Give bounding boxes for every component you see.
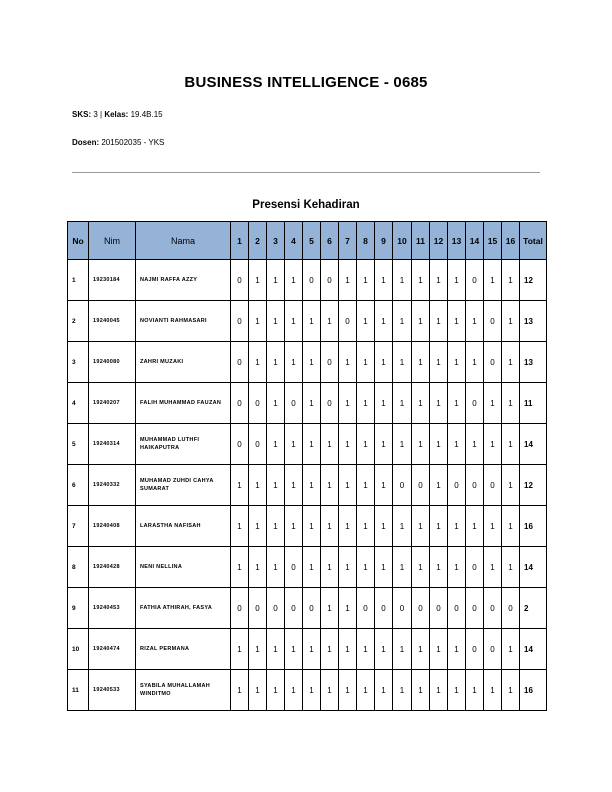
- attendance-cell: 1: [375, 424, 393, 465]
- row-number-cell: 10: [68, 629, 89, 670]
- attendance-cell: 1: [502, 301, 520, 342]
- nim-cell: 19240428: [89, 547, 136, 588]
- attendance-cell: 1: [448, 547, 466, 588]
- attendance-cell: 1: [249, 506, 267, 547]
- attendance-cell: 1: [375, 342, 393, 383]
- total-cell: 11: [520, 383, 547, 424]
- attendance-cell: 1: [448, 629, 466, 670]
- attendance-cell: 1: [484, 670, 502, 711]
- nim-cell: 19240080: [89, 342, 136, 383]
- attendance-cell: 1: [285, 629, 303, 670]
- attendance-cell: 1: [249, 629, 267, 670]
- attendance-cell: 1: [285, 301, 303, 342]
- attendance-cell: 1: [249, 465, 267, 506]
- column-header: 6: [321, 222, 339, 260]
- attendance-cell: 0: [466, 588, 484, 629]
- attendance-cell: 1: [484, 260, 502, 301]
- attendance-cell: 1: [231, 670, 249, 711]
- dosen-label: Dosen:: [72, 138, 100, 147]
- attendance-cell: 1: [249, 670, 267, 711]
- column-header: 15: [484, 222, 502, 260]
- attendance-cell: 1: [231, 506, 249, 547]
- row-number-cell: 7: [68, 506, 89, 547]
- attendance-cell: 1: [430, 547, 448, 588]
- attendance-cell: 0: [393, 465, 412, 506]
- column-header: 5: [303, 222, 321, 260]
- name-cell: ZAHRI MUZAKI: [136, 342, 231, 383]
- attendance-cell: 1: [339, 506, 357, 547]
- kelas-value: 19.4B.15: [128, 110, 163, 119]
- total-cell: 14: [520, 629, 547, 670]
- attendance-cell: 1: [339, 670, 357, 711]
- row-number-cell: 1: [68, 260, 89, 301]
- attendance-cell: 0: [448, 588, 466, 629]
- attendance-cell: 1: [393, 260, 412, 301]
- column-header: 16: [502, 222, 520, 260]
- attendance-cell: 1: [448, 506, 466, 547]
- attendance-cell: 1: [339, 588, 357, 629]
- attendance-cell: 1: [321, 547, 339, 588]
- attendance-cell: 1: [430, 260, 448, 301]
- attendance-cell: 0: [321, 260, 339, 301]
- attendance-cell: 1: [393, 670, 412, 711]
- attendance-cell: 0: [231, 424, 249, 465]
- attendance-cell: 1: [321, 506, 339, 547]
- attendance-cell: 1: [231, 547, 249, 588]
- column-header: 13: [448, 222, 466, 260]
- attendance-cell: 0: [412, 588, 430, 629]
- attendance-cell: 1: [412, 629, 430, 670]
- column-header: 8: [357, 222, 375, 260]
- attendance-cell: 1: [285, 465, 303, 506]
- attendance-cell: 1: [375, 301, 393, 342]
- sks-label: SKS:: [72, 110, 92, 119]
- sks-value: 3 |: [91, 110, 105, 119]
- attendance-cell: 0: [339, 301, 357, 342]
- attendance-cell: 1: [393, 506, 412, 547]
- attendance-cell: 1: [466, 301, 484, 342]
- attendance-cell: 1: [285, 670, 303, 711]
- attendance-cell: 1: [357, 424, 375, 465]
- table-row: [68, 301, 547, 342]
- attendance-cell: 1: [357, 629, 375, 670]
- attendance-cell: 0: [484, 465, 502, 506]
- attendance-cell: 1: [502, 547, 520, 588]
- attendance-cell: 0: [285, 547, 303, 588]
- name-cell: MUHAMAD ZUHDI CAHYA SUMARAT: [136, 465, 231, 506]
- attendance-cell: 1: [466, 670, 484, 711]
- attendance-cell: 0: [267, 588, 285, 629]
- attendance-cell: 1: [267, 547, 285, 588]
- attendance-cell: 1: [249, 301, 267, 342]
- name-cell: SYABILA MUHALLAMAH WINDITMO: [136, 670, 231, 711]
- table-title: Presensi Kehadiran: [252, 199, 360, 211]
- attendance-cell: 1: [339, 629, 357, 670]
- attendance-cell: 1: [303, 342, 321, 383]
- attendance-cell: 0: [321, 383, 339, 424]
- column-header: Nim: [89, 222, 136, 260]
- name-cell: FATHIA ATHIRAH, FASYA: [136, 588, 231, 629]
- total-cell: 14: [520, 547, 547, 588]
- attendance-cell: 1: [357, 465, 375, 506]
- attendance-cell: 1: [484, 383, 502, 424]
- attendance-cell: 1: [502, 383, 520, 424]
- attendance-cell: 0: [466, 629, 484, 670]
- attendance-cell: 1: [393, 424, 412, 465]
- attendance-cell: 1: [448, 424, 466, 465]
- document-title: BUSINESS INTELLIGENCE - 0685: [184, 74, 428, 91]
- attendance-cell: 1: [339, 547, 357, 588]
- attendance-cell: 1: [249, 342, 267, 383]
- attendance-cell: 1: [303, 383, 321, 424]
- attendance-cell: 1: [303, 424, 321, 465]
- attendance-cell: 1: [430, 301, 448, 342]
- attendance-cell: 1: [430, 424, 448, 465]
- attendance-cell: 1: [339, 260, 357, 301]
- attendance-cell: 1: [375, 547, 393, 588]
- attendance-cell: 1: [393, 547, 412, 588]
- column-header: No: [68, 222, 89, 260]
- total-cell: 13: [520, 301, 547, 342]
- attendance-cell: 1: [321, 424, 339, 465]
- dosen-value: 201502035 - YKS: [99, 138, 165, 147]
- attendance-table: [67, 221, 547, 711]
- attendance-cell: 0: [484, 301, 502, 342]
- attendance-cell: 0: [466, 260, 484, 301]
- lecturer-meta: [72, 138, 164, 147]
- attendance-cell: 1: [357, 260, 375, 301]
- attendance-cell: 1: [484, 547, 502, 588]
- table-row: [68, 465, 547, 506]
- table-row: [68, 424, 547, 465]
- row-number-cell: 9: [68, 588, 89, 629]
- attendance-cell: 1: [357, 301, 375, 342]
- attendance-cell: 1: [339, 342, 357, 383]
- attendance-cell: 1: [303, 301, 321, 342]
- attendance-cell: 1: [502, 260, 520, 301]
- attendance-cell: 1: [448, 301, 466, 342]
- attendance-cell: 1: [321, 588, 339, 629]
- attendance-cell: 0: [231, 588, 249, 629]
- nim-cell: 19240408: [89, 506, 136, 547]
- column-header: Nama: [136, 222, 231, 260]
- attendance-cell: 0: [321, 342, 339, 383]
- attendance-cell: 1: [430, 670, 448, 711]
- table-header-row: [68, 222, 547, 260]
- table-row: [68, 506, 547, 547]
- attendance-cell: 0: [502, 588, 520, 629]
- attendance-cell: 1: [448, 342, 466, 383]
- column-header: 11: [412, 222, 430, 260]
- attendance-cell: 1: [412, 506, 430, 547]
- attendance-cell: 1: [267, 670, 285, 711]
- attendance-cell: 1: [393, 301, 412, 342]
- attendance-cell: 1: [430, 465, 448, 506]
- attendance-cell: 0: [484, 588, 502, 629]
- table-row: [68, 629, 547, 670]
- attendance-cell: 1: [357, 342, 375, 383]
- total-cell: 16: [520, 506, 547, 547]
- attendance-cell: 1: [430, 383, 448, 424]
- row-number-cell: 5: [68, 424, 89, 465]
- attendance-cell: 1: [502, 670, 520, 711]
- attendance-cell: 0: [303, 260, 321, 301]
- attendance-cell: 1: [502, 342, 520, 383]
- attendance-cell: 0: [231, 301, 249, 342]
- attendance-cell: 1: [430, 506, 448, 547]
- column-header: 2: [249, 222, 267, 260]
- row-number-cell: 3: [68, 342, 89, 383]
- attendance-cell: 0: [249, 424, 267, 465]
- attendance-cell: 1: [466, 506, 484, 547]
- nim-cell: 19240332: [89, 465, 136, 506]
- attendance-cell: 1: [502, 465, 520, 506]
- table-row: [68, 547, 547, 588]
- column-header: 3: [267, 222, 285, 260]
- attendance-cell: 0: [285, 588, 303, 629]
- attendance-cell: 1: [303, 547, 321, 588]
- attendance-cell: 1: [412, 342, 430, 383]
- divider: [72, 172, 540, 173]
- name-cell: RIZAL PERMANA: [136, 629, 231, 670]
- attendance-cell: 1: [502, 629, 520, 670]
- column-header: 14: [466, 222, 484, 260]
- column-header: Total: [520, 222, 547, 260]
- row-number-cell: 2: [68, 301, 89, 342]
- attendance-cell: 1: [412, 670, 430, 711]
- attendance-cell: 1: [412, 424, 430, 465]
- attendance-cell: 1: [231, 629, 249, 670]
- attendance-cell: 1: [321, 670, 339, 711]
- attendance-cell: 1: [249, 260, 267, 301]
- attendance-cell: 1: [375, 383, 393, 424]
- nim-cell: 19230184: [89, 260, 136, 301]
- column-header: 9: [375, 222, 393, 260]
- column-header: 12: [430, 222, 448, 260]
- attendance-cell: 0: [249, 383, 267, 424]
- attendance-cell: 0: [231, 383, 249, 424]
- table-row: [68, 260, 547, 301]
- attendance-cell: 1: [285, 342, 303, 383]
- attendance-cell: 1: [267, 629, 285, 670]
- attendance-cell: 1: [430, 629, 448, 670]
- attendance-cell: 1: [430, 342, 448, 383]
- attendance-cell: 0: [231, 342, 249, 383]
- attendance-cell: 1: [303, 506, 321, 547]
- attendance-cell: 1: [267, 342, 285, 383]
- attendance-cell: 1: [393, 629, 412, 670]
- attendance-cell: 1: [375, 506, 393, 547]
- nim-cell: 19240453: [89, 588, 136, 629]
- attendance-cell: 1: [231, 465, 249, 506]
- total-cell: 14: [520, 424, 547, 465]
- attendance-cell: 1: [285, 424, 303, 465]
- nim-cell: 19240045: [89, 301, 136, 342]
- kelas-label: Kelas:: [104, 110, 129, 119]
- attendance-cell: 0: [303, 588, 321, 629]
- attendance-cell: 1: [466, 342, 484, 383]
- table-row: [68, 342, 547, 383]
- attendance-cell: 1: [412, 383, 430, 424]
- attendance-cell: 1: [267, 424, 285, 465]
- attendance-cell: 1: [412, 547, 430, 588]
- column-header: 7: [339, 222, 357, 260]
- attendance-cell: 1: [303, 629, 321, 670]
- attendance-cell: 0: [466, 547, 484, 588]
- attendance-cell: 0: [466, 465, 484, 506]
- attendance-cell: 1: [357, 383, 375, 424]
- attendance-cell: 1: [448, 260, 466, 301]
- attendance-cell: 0: [285, 383, 303, 424]
- attendance-cell: 1: [448, 383, 466, 424]
- nim-cell: 19240207: [89, 383, 136, 424]
- name-cell: NOVIANTI RAHMASARI: [136, 301, 231, 342]
- attendance-cell: 1: [321, 629, 339, 670]
- attendance-cell: 1: [502, 424, 520, 465]
- attendance-cell: 1: [375, 260, 393, 301]
- name-cell: LARASTHA NAFISAH: [136, 506, 231, 547]
- attendance-cell: 0: [484, 342, 502, 383]
- name-cell: MUHAMMAD LUTHFI HAIKAPUTRA: [136, 424, 231, 465]
- attendance-cell: 0: [375, 588, 393, 629]
- attendance-cell: 1: [393, 342, 412, 383]
- attendance-cell: 0: [231, 260, 249, 301]
- column-header: 1: [231, 222, 249, 260]
- attendance-cell: 0: [249, 588, 267, 629]
- name-cell: NENI NELLINA: [136, 547, 231, 588]
- nim-cell: 19240474: [89, 629, 136, 670]
- attendance-cell: 1: [267, 383, 285, 424]
- nim-cell: 19240314: [89, 424, 136, 465]
- attendance-cell: 1: [267, 465, 285, 506]
- table-row: [68, 383, 547, 424]
- attendance-cell: 1: [502, 506, 520, 547]
- attendance-cell: 1: [303, 670, 321, 711]
- attendance-cell: 1: [339, 424, 357, 465]
- course-meta: [72, 110, 163, 119]
- name-cell: NAJMI RAFFA AZZY: [136, 260, 231, 301]
- attendance-cell: 1: [321, 301, 339, 342]
- attendance-cell: 1: [375, 670, 393, 711]
- attendance-cell: 0: [393, 588, 412, 629]
- attendance-cell: 1: [285, 260, 303, 301]
- total-cell: 12: [520, 465, 547, 506]
- attendance-cell: 1: [303, 465, 321, 506]
- total-cell: 2: [520, 588, 547, 629]
- attendance-cell: 1: [285, 506, 303, 547]
- table-row: [68, 670, 547, 711]
- attendance-cell: 1: [393, 383, 412, 424]
- table-row: [68, 588, 547, 629]
- attendance-cell: 1: [466, 424, 484, 465]
- attendance-cell: 1: [267, 301, 285, 342]
- attendance-cell: 1: [412, 301, 430, 342]
- attendance-cell: 1: [321, 465, 339, 506]
- attendance-cell: 0: [357, 588, 375, 629]
- attendance-cell: 1: [357, 506, 375, 547]
- attendance-cell: 0: [448, 465, 466, 506]
- attendance-cell: 1: [357, 670, 375, 711]
- attendance-cell: 1: [484, 424, 502, 465]
- total-cell: 16: [520, 670, 547, 711]
- attendance-cell: 1: [412, 260, 430, 301]
- column-header: 4: [285, 222, 303, 260]
- row-number-cell: 8: [68, 547, 89, 588]
- attendance-cell: 1: [484, 506, 502, 547]
- attendance-cell: 0: [484, 629, 502, 670]
- row-number-cell: 4: [68, 383, 89, 424]
- attendance-cell: 1: [267, 260, 285, 301]
- column-header: 10: [393, 222, 412, 260]
- total-cell: 12: [520, 260, 547, 301]
- attendance-cell: 1: [375, 629, 393, 670]
- row-number-cell: 11: [68, 670, 89, 711]
- attendance-cell: 0: [466, 383, 484, 424]
- attendance-cell: 1: [339, 465, 357, 506]
- attendance-cell: 1: [375, 465, 393, 506]
- total-cell: 13: [520, 342, 547, 383]
- attendance-cell: 1: [339, 383, 357, 424]
- attendance-cell: 1: [249, 547, 267, 588]
- attendance-cell: 1: [267, 506, 285, 547]
- attendance-cell: 0: [430, 588, 448, 629]
- name-cell: FALIH MUHAMMAD FAUZAN: [136, 383, 231, 424]
- attendance-cell: 1: [448, 670, 466, 711]
- attendance-cell: 1: [357, 547, 375, 588]
- attendance-cell: 0: [412, 465, 430, 506]
- nim-cell: 19240533: [89, 670, 136, 711]
- row-number-cell: 6: [68, 465, 89, 506]
